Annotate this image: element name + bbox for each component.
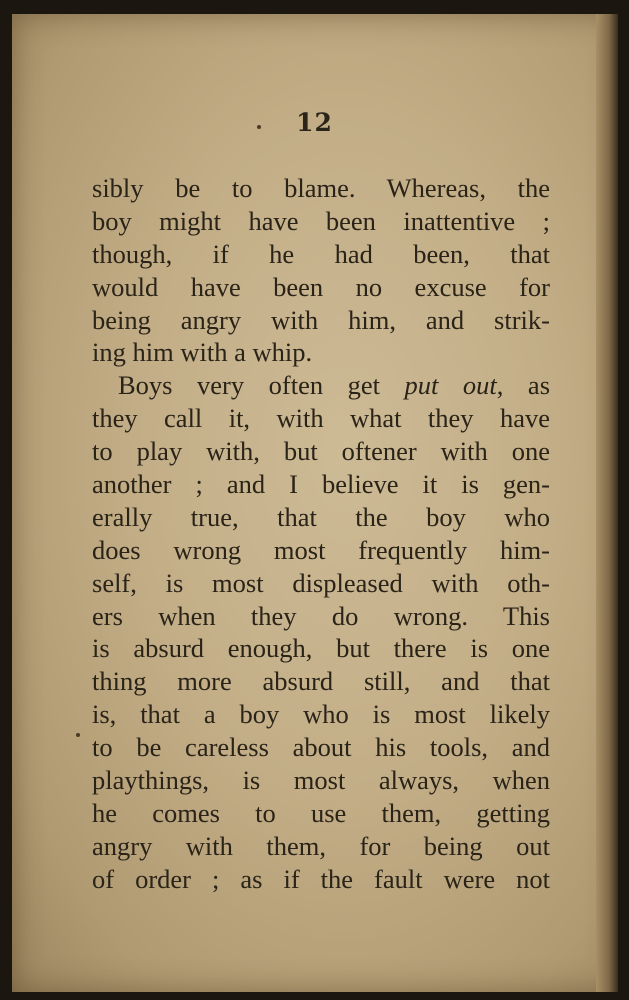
text-line: erally true, that the boy who bbox=[92, 501, 550, 532]
text-line: angry with them, for being out bbox=[92, 830, 550, 861]
text-line: would have been no excuse for bbox=[92, 271, 550, 302]
text-line: is absurd enough, but there is one bbox=[92, 633, 550, 664]
text-line: playthings, is most always, when bbox=[92, 765, 550, 796]
text-line: sibly be to blame. Whereas, the bbox=[92, 173, 550, 203]
text-line: he comes to use them, getting bbox=[92, 797, 550, 828]
book-gutter bbox=[596, 14, 618, 992]
text-line: is, that a boy who is most likely bbox=[92, 699, 550, 730]
text-run: Boys very often get bbox=[118, 370, 405, 401]
text-line: to play with, but oftener with one bbox=[92, 436, 550, 467]
text-line: does wrong most frequently him- bbox=[92, 534, 550, 565]
text-line: of order ; as if the fault were not bbox=[92, 863, 550, 894]
paragraph-start-line bbox=[92, 369, 550, 402]
text-line: they call it, with what they have bbox=[92, 403, 550, 434]
text-run: , as bbox=[496, 370, 551, 401]
text-line: self, is most displeased with oth- bbox=[92, 567, 550, 598]
text-line: ing him with a whip. bbox=[92, 337, 313, 368]
text-line: being angry with him, and strik- bbox=[92, 304, 550, 335]
text-line: to be careless about his tools, and bbox=[92, 732, 550, 763]
text-line: ers when they do wrong. This bbox=[92, 600, 550, 631]
page-number: 12 bbox=[296, 108, 333, 137]
body-text bbox=[92, 172, 550, 896]
emphasized-phrase: put out bbox=[404, 370, 497, 401]
text-line: thing more absurd still, and that bbox=[92, 666, 550, 697]
ink-speck bbox=[76, 733, 80, 737]
text-line: another ; and I believe it is gen- bbox=[92, 469, 550, 500]
text-line: boy might have been inattentive ; bbox=[92, 205, 550, 236]
text-line: though, if he had been, that bbox=[92, 238, 550, 269]
